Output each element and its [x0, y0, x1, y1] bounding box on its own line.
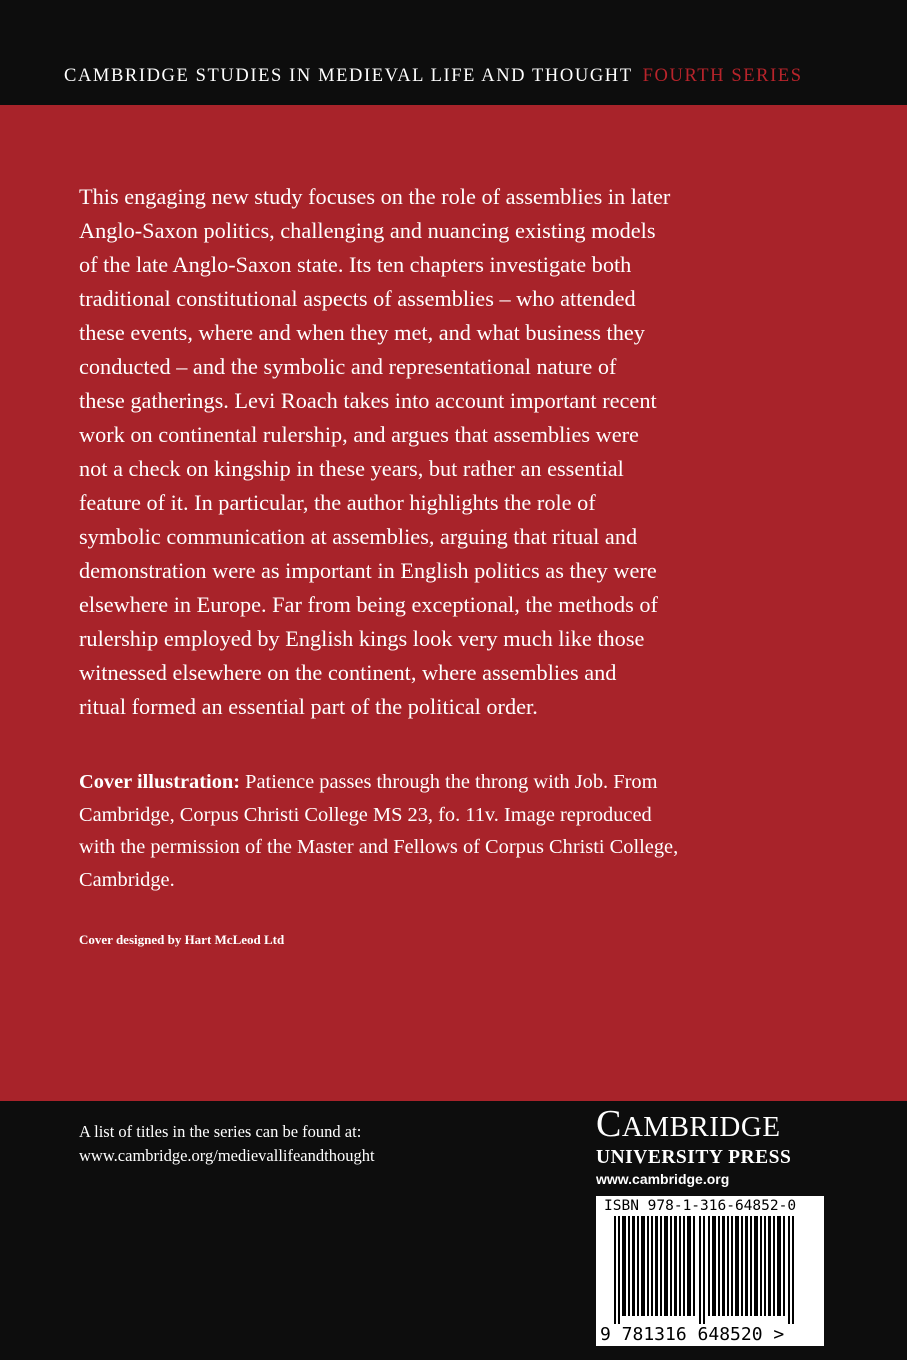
blurb-line: Anglo-Saxon politics, challenging and nuancing existing models [79, 218, 656, 243]
cover-illustration-line: Cambridge. [79, 868, 175, 891]
cover-illustration-credit [79, 766, 819, 896]
book-blurb [79, 180, 819, 724]
cover-illustration-line: Cambridge, Corpus Christi College MS 23, fo. 11v. Image reproduced [79, 803, 652, 826]
blurb-line: work on continental rulership, and argues that assemblies were [79, 422, 639, 447]
cover-designer-credit: Cover designed by Hart McLeod Ltd [79, 932, 285, 947]
series-list-text: A list of titles in the series can be found at: [79, 1122, 362, 1141]
blurb-line: witnessed elsewhere on the continent, where assemblies and [79, 660, 617, 685]
publisher-website: www.cambridge.org [596, 1171, 730, 1187]
isbn-label: ISBN 978-1-316-64852-0 [604, 1198, 797, 1214]
blurb-line: This engaging new study focuses on the role of assemblies in later [79, 184, 671, 209]
blurb-line: traditional constitutional aspects of assemblies – who attended [79, 286, 636, 311]
barcode-icon [600, 1216, 820, 1324]
cover-illustration-label: Cover illustration: [79, 771, 241, 793]
cover-illustration-text: Patience passes through the throng with Job. From [240, 771, 658, 793]
blurb-line: these events, where and when they met, and what business they [79, 320, 645, 345]
blurb-line: of the late Anglo-Saxon state. Its ten chapters investigate both [79, 252, 632, 277]
isbn-barcode-box [596, 1196, 824, 1346]
barcode-digits: 9 781316 648520 > [600, 1324, 785, 1345]
blurb-line: feature of it. In particular, the author highlights the role of [79, 490, 596, 515]
publisher-logo [596, 1104, 826, 1189]
series-title [64, 66, 803, 87]
blurb-line: ritual formed an essential part of the political order. [79, 694, 538, 719]
publisher-name-initial: C [596, 1103, 622, 1145]
blurb-line: rulership employed by English kings look very much like those [79, 626, 645, 651]
cover-illustration-line: with the permission of the Master and Fellows of Corpus Christi College, [79, 836, 679, 858]
blurb-line: conducted – and the symbolic and representational nature of [79, 354, 617, 379]
series-subtitle: FOURTH SERIES [642, 66, 803, 86]
series-name: CAMBRIDGE STUDIES IN MEDIEVAL LIFE AND THOUGHT [64, 66, 633, 86]
top-band [0, 0, 907, 105]
series-list-url: www.cambridge.org/medievallifeandthought [79, 1146, 375, 1165]
publisher-subtitle: UNIVERSITY PRESS [596, 1147, 792, 1168]
blurb-line: not a check on kingship in these years, but rather an essential [79, 456, 624, 481]
cover-illustration-first-line [79, 766, 819, 799]
series-list-info [79, 1120, 375, 1168]
blurb-line: demonstration were as important in English politics as they were [79, 558, 657, 583]
blurb-line: elsewhere in Europe. Far from being exceptional, the methods of [79, 592, 658, 617]
publisher-name [596, 1104, 826, 1147]
blurb-line: these gatherings. Levi Roach takes into account important recent [79, 388, 657, 413]
blurb-line: symbolic communication at assemblies, arguing that ritual and [79, 524, 638, 549]
publisher-name-rest: AMBRIDGE [621, 1111, 781, 1143]
